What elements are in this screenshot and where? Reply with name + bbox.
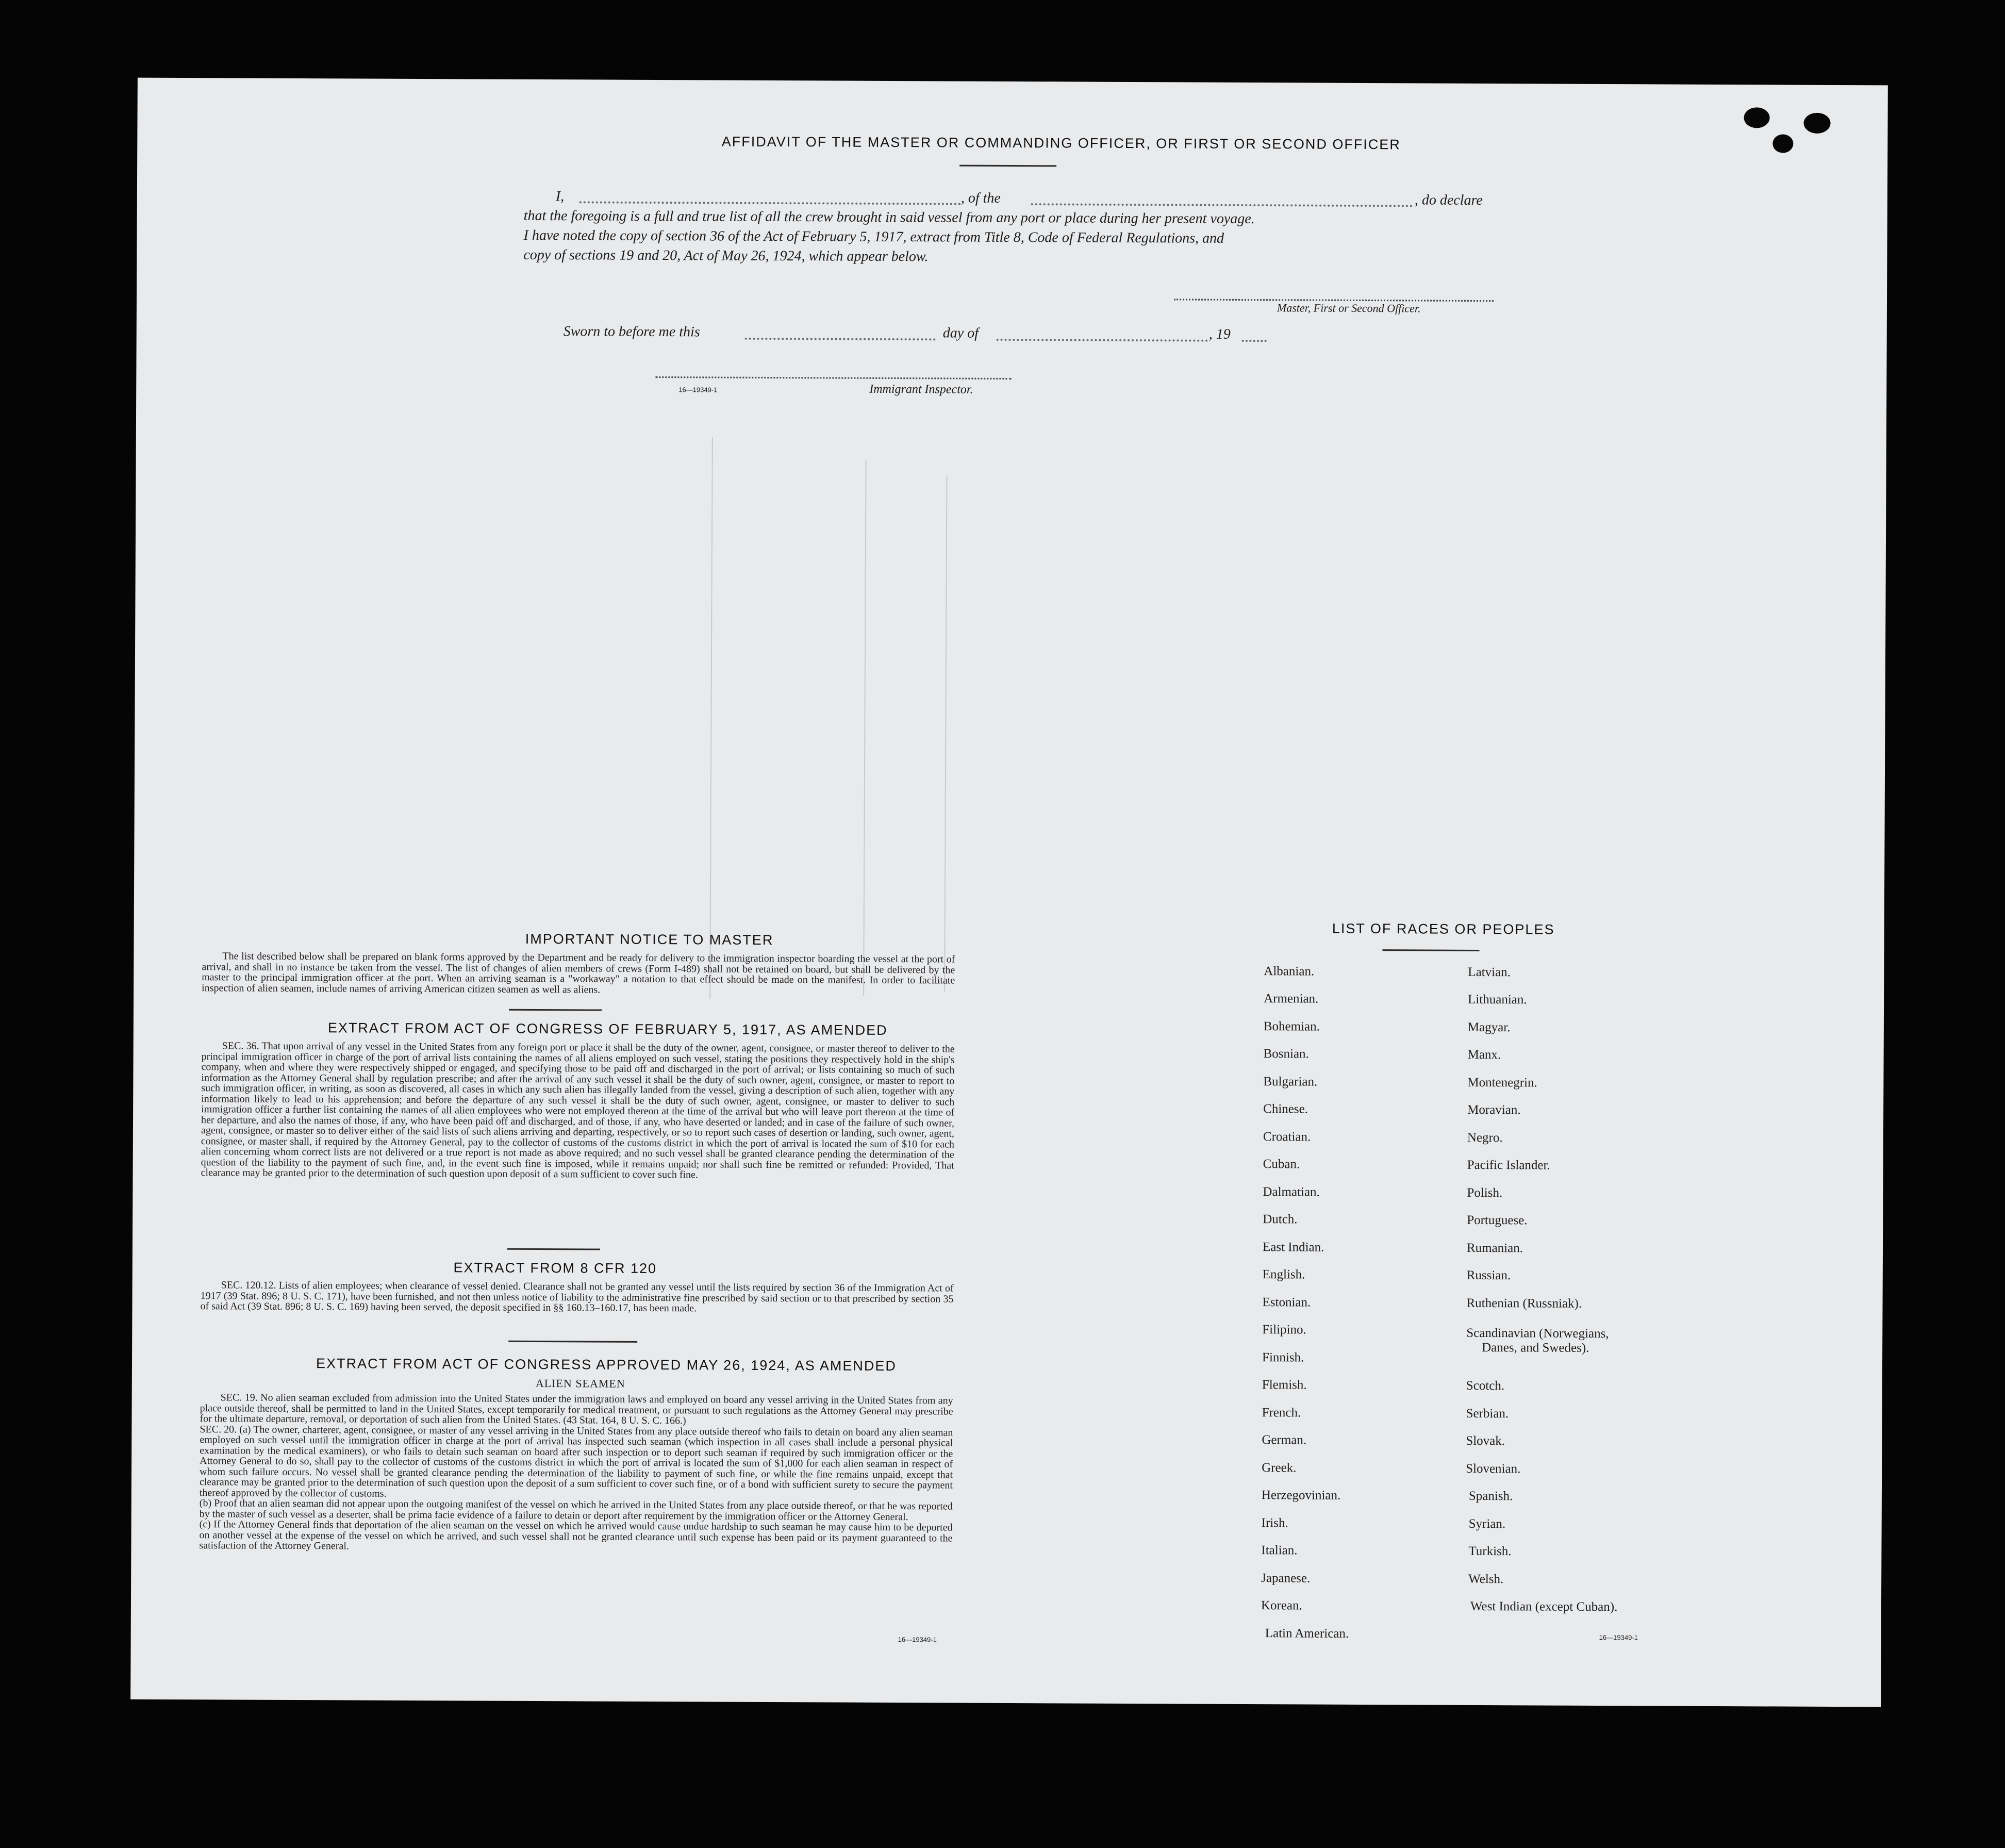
master-signature-line[interactable]	[1174, 294, 1494, 302]
ink-blot	[1772, 134, 1793, 153]
race-item: Montenegrin.	[1467, 1075, 1537, 1090]
race-item: Cuban.	[1263, 1157, 1300, 1172]
race-item: Bulgarian.	[1263, 1075, 1318, 1089]
race-item: Filipino.	[1262, 1323, 1306, 1337]
declaration-line-2: that the foregoing is a full and true list of all the crew brought in said vessel from any port or place during her present voyage.	[523, 207, 1255, 227]
race-item: Dalmatian.	[1263, 1185, 1320, 1199]
inspector-signature-line[interactable]	[655, 372, 1011, 380]
race-item: Korean.	[1261, 1598, 1302, 1613]
sworn-prefix: Sworn to before me this	[563, 323, 700, 340]
race-item: English.	[1262, 1267, 1305, 1282]
race-item: Pacific Islander.	[1467, 1158, 1550, 1173]
ink-blot	[1744, 107, 1769, 128]
sworn-year-prefix: , 19	[1208, 326, 1231, 342]
affidavit-title: AFFIDAVIT OF THE MASTER OR COMMANDING OFFICER, OR FIRST OR SECOND OFFICER	[721, 134, 1401, 153]
race-item: Greek.	[1262, 1461, 1297, 1475]
races-form-number: 16—19349-1	[1599, 1634, 1638, 1642]
notice-title: IMPORTANT NOTICE TO MASTER	[525, 931, 774, 948]
sworn-month-field[interactable]	[997, 327, 1208, 342]
affidavit-form-number: 16—19349-1	[678, 386, 718, 394]
race-item: Latin American.	[1265, 1626, 1349, 1641]
faint-ruling	[709, 437, 713, 999]
race-item: Irish.	[1261, 1516, 1288, 1530]
race-item: Syrian.	[1468, 1516, 1506, 1531]
race-item: Scotch.	[1466, 1378, 1505, 1393]
race-item: West Indian (except Cuban).	[1470, 1599, 1618, 1614]
divider	[509, 1009, 602, 1011]
document-sheet	[130, 78, 1888, 1707]
race-item: Dutch.	[1263, 1212, 1298, 1227]
extract-cfr-title: EXTRACT FROM 8 CFR 120	[453, 1260, 657, 1277]
declaration-of-the: , of the	[960, 190, 1001, 206]
faint-ruling	[944, 475, 947, 991]
race-item: Scandinavian (Norwegians,	[1466, 1326, 1609, 1341]
race-item: Bohemian.	[1263, 1019, 1320, 1034]
extract-cfr-body: SEC. 120.12. Lists of alien employees; when clearance of vessel denied. Clearance shall not be granted any vessel until the lists required by section 36 of the Immigration Act of 1917 (39 Stat. 896; 8 U. S. C. 171), have been furnished, and not then unless notice of liability to the administrative fine prescribed by said section or to that prescribed by section 35 of said Act (39 Stat. 896; 8 U. S. C. 169) having been served, the deposit specified in §§ 160.13–160.17, has been made.	[200, 1279, 954, 1314]
extract-1924-title: EXTRACT FROM ACT OF CONGRESS APPROVED MAY 26, 1924, AS AMENDED	[316, 1356, 897, 1374]
declaration-block	[523, 187, 1498, 269]
race-item: Polish.	[1467, 1185, 1503, 1200]
race-item: Ruthenian (Russniak).	[1466, 1296, 1582, 1311]
sworn-line	[564, 323, 1337, 348]
race-item: Slovenian.	[1466, 1461, 1521, 1476]
name-field[interactable]	[579, 189, 961, 205]
race-item: Finnish.	[1262, 1350, 1304, 1365]
race-item: Flemish.	[1262, 1378, 1307, 1392]
extract-1917-title: EXTRACT FROM ACT OF CONGRESS OF FEBRUARY 5, 1917, AS AMENDED	[327, 1020, 888, 1038]
ink-blot	[1803, 113, 1830, 134]
sworn-date-field[interactable]	[745, 326, 936, 341]
race-item: Slovak.	[1466, 1433, 1505, 1448]
master-signature-caption: Master, First or Second Officer.	[1277, 301, 1421, 315]
sworn-day-of: day of	[942, 325, 979, 341]
declaration-line-3: I have noted the copy of section 36 of the Act of February 5, 1917, extract from Title 8, Code of Federal Regulations, and	[523, 227, 1224, 246]
divider	[508, 1341, 637, 1343]
declaration-line-4: copy of sections 19 and 20, Act of May 26, 1924, which appear below.	[523, 246, 929, 265]
race-item: Armenian.	[1264, 992, 1319, 1006]
race-item: Welsh.	[1468, 1572, 1504, 1587]
race-item: Herzegovinian.	[1261, 1488, 1341, 1503]
divider	[507, 1248, 600, 1250]
race-item: Serbian.	[1466, 1406, 1509, 1421]
race-item: Lithuanian.	[1468, 992, 1527, 1007]
race-item: German.	[1262, 1433, 1307, 1447]
race-item: Manx.	[1467, 1047, 1501, 1062]
race-item: Latvian.	[1468, 965, 1511, 980]
extract-1924-body: SEC. 19. No alien seaman excluded from admission into the United States under the immigration laws and employed on board any vessel arriving in the United States from any place outside thereof, shall be permitted to land in the United States, except temporarily for medical treatment, or pursuant to such regulations as the Attorney General may prescribe for the ultimate departure, removal, or deportation of such alien from the United States. (43 Stat. 164, 8 U. S. C. 166.) SEC. 20. (a) The owner, charterer, agent, consignee, or master of any vessel arriving in the United States from any place outside thereof who fails to detain on board any alien seaman employed on such vessel until the immigration officer in charge at the port of arrival has inspected such seaman (which inspection in all cases shall include a personal physical examination by the medical examiners), or who fails to detain such seaman on board after such inspection or to deport such seaman if required by such immigration officer or the Attorney General to do so, shall pay to the collector of customs of the customs district in which the port of arrival is located the sum of $1,000 for each alien seaman in respect of whom such failure occurs. No vessel shall be granted clearance pending the determination of the liability to payment of such fine, or while the fine remains unpaid, except that clearance may be granted prior to the determination of such question upon the deposit of a sum sufficient to cover such fine, or of a bond with sufficient surety to secure the payment thereof approved by the collector of customs. (b) Proof that an alien seaman did not appear upon the outgoing manifest of the vessel on which he arrived in the United States from any place outside thereof, or that he was reported by the master of such vessel as a deserter, shall be prima facie evidence of a failure to detain or deport after requirement by the immigration officer or the Attorney General. (c) If the Attorney General finds that deportation of the alien seaman on the vessel on which he arrived would cause undue hardship to such seaman he may cause him to be deported on another vessel at the expense of the vessel on which he arrived, and such vessel shall not be granted clearance until such expense has been paid or its payment guaranteed to the satisfaction of the Attorney General.	[199, 1392, 953, 1552]
race-item: Croatian.	[1263, 1130, 1311, 1144]
notice-body: The list described below shall be prepared on blank forms approved by the Department and be ready for delivery to the immigration inspector boarding the vessel at the port of arrival, and shall in no instance be taken from the vessel. The list of changes of alien members of crews (Form I-489) shall not be retained on board, but shall be delivered by the master to the principal immigration officer at the port. When an arriving seaman is a "workaway" a notation to that effect should be made on the manifest. In order to facilitate inspection of alien seamen, include names of arriving American citizen seamen as well as aliens.	[202, 950, 955, 996]
race-item: Albanian.	[1264, 964, 1315, 979]
faint-ruling	[863, 460, 867, 996]
race-item: Spanish.	[1468, 1489, 1513, 1504]
race-item: Japanese.	[1261, 1571, 1311, 1586]
race-item: Italian.	[1261, 1543, 1298, 1558]
extract-1924-subtitle: ALIEN SEAMEN	[535, 1377, 625, 1390]
race-item: Danes, and Swedes).	[1482, 1341, 1589, 1355]
race-item: Bosnian.	[1263, 1047, 1309, 1061]
race-item: Negro.	[1467, 1130, 1503, 1145]
race-item: French.	[1262, 1406, 1301, 1420]
race-item: Moravian.	[1467, 1102, 1521, 1117]
race-item: East Indian.	[1262, 1240, 1324, 1255]
race-item: Portuguese.	[1467, 1213, 1528, 1228]
declaration-i: I,	[555, 188, 565, 205]
sworn-year-field[interactable]	[1242, 328, 1267, 342]
declaration-do-declare: , do declare	[1414, 192, 1483, 208]
race-item: Chinese.	[1263, 1102, 1308, 1116]
races-title: LIST OF RACES OR PEOPLES	[1332, 920, 1555, 937]
title-underline	[959, 165, 1056, 167]
race-item: Estonian.	[1262, 1295, 1311, 1310]
races-title-underline	[1383, 949, 1480, 951]
extract-1917-body: SEC. 36. That upon arrival of any vessel in the United States from any foreign port or place it shall be the duty of the owner, agent, consignee, or master thereof to deliver to the principal immigration officer in charge of the port of arrival lists containing the names of all aliens employed on such vessel, stating the positions they respectively hold in the ship's company, when and where they were respectively shipped or engaged, and specifying those to be paid off and discharged in the port of arrival; or lists containing so much of such information as the Attorney General shall by regulation prescribe; and after the arrival of any such vessel it shall be the duty of such owner, agent, consignee, or master to report to such immigration officer, in writing, as soon as discovered, all cases in which any such alien has illegally landed from the vessel, giving a description of such alien, together with any information likely to lead to his apprehension; and before the departure of any such vessel it shall be the duty of such owner, agent, consignee, or master to deliver to such immigration officer a further list containing the names of all alien employees who were not employed thereon at the time of the arrival but who will leave port thereon at the time of her departure, and also the names of those, if any, who have been paid off and discharged, and of those, if any, who have deserted or landed; and in case of the failure of such owner, agent, consignee, or master so to deliver either of the said lists of such aliens arriving and departing, respectively, or so to report such cases of desertion or landing, such owner, agent, consignee, or master shall, if required by the Attorney General, pay to the collector of customs of the customs district in which the port of arrival is located the sum of $10 for each alien concerning whom correct lists are not delivered or a true report is not made as above required; and no such vessel shall be granted clearance pending the determination of the question of the liability to the payment of such fine, and, in the event such fine is imposed, while it remains unpaid; nor shall such fine be remitted or refunded: Provided, That clearance may be granted prior to the determination of such question upon deposit of a sum sufficient to cover such fine.	[201, 1040, 955, 1181]
race-item: Magyar.	[1467, 1020, 1511, 1035]
race-item: Russian.	[1466, 1268, 1511, 1283]
extract-form-number: 16—19349-1	[898, 1636, 937, 1644]
vessel-field[interactable]	[1031, 191, 1413, 207]
inspector-caption: Immigrant Inspector.	[869, 382, 973, 397]
race-item: Rumanian.	[1466, 1241, 1523, 1256]
race-item: Turkish.	[1468, 1544, 1512, 1559]
